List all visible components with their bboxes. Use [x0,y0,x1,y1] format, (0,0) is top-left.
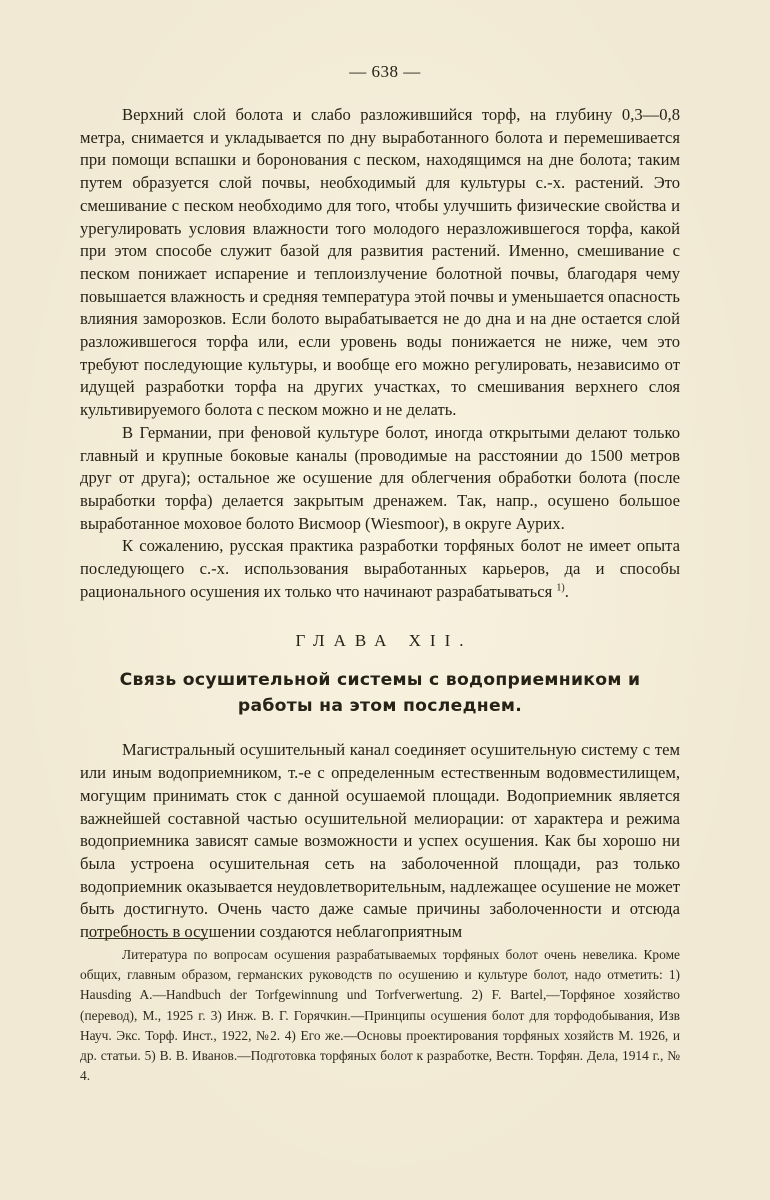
page-number: — 638 — [349,62,421,81]
chapter-paragraph: Магистральный осушительный канал соединяет осушительную систему с тем или иным водоприемником, т.-е с определенным естественным водовместилищем, могущим принимать сток с данной осушаемой площади. Водоприемник является важнейшей составной частью осушительной мелиорации: от характера и режима водоприемника зависят самые возможности и успех осушения. Как бы хорошо ни была устроена осушительная сеть на заболоченной площади, раз только водоприемник оказывается неудовлетворительным, надлежащее осушение не может быть достигнуто. Очень часто даже самые причины заболоченности и отсюда потребность в осушении создаются неблагоприятным [80,740,680,942]
main-text [80,104,680,944]
footnote-reference: 1) [556,582,565,594]
footnote-divider [88,938,208,939]
paragraph-3-text: К сожалению, русская практика разработки торфяных болот не имеет опыта последующего с.-х. использования выработанных карьеров, да и способы рационального осушения их только что начинают разрабатываться [80,536,680,601]
paragraph-2: В Германии, при феновой культуре болот, иногда открытыми делают только главный и крупные боковые каналы (проводимые на расстоянии до 1500 метров друг от друга); остальное же осушение для облегчения обработки болота (после выработки торфа) делается закрытым дренажем. Так, напр., осушено большое выработанное моховое болото Висмоор (Wiesmoor), в округе Аурих. [80,422,680,533]
chapter-label: ГЛАВА XII. [295,631,473,651]
chapter-title: Связь осушительной системы с водоприемником и работы на этом последнем. [119,670,641,717]
footnote: Литература по вопросам осушения разрабатываемых торфяных болот очень невелика. Кроме общих, главным образом, германских руководств по осушению и культуре болот, надо отметить: 1) Hausding A.—Handbuch der Torfgewinnung und Torfverwertung. 2) F. Bartel,—Торфяное хозяйство (перевод), М., 1925 г. 3) Инж. В. Г. Горячкин.—Принципы осушения болот для торфодобывания, Изв Науч. Экс. Торф. Инст., 1922, №2. 4) Его же.—Основы проектирования торфяных хозяйств М. 1926, и др. статьи. 5) В. В. Иванов.—Подготовка торфяных болот к разработке, Вестн. Торфян. Дела, 1914 г., № 4. [80,947,680,1084]
paragraph-1: Верхний слой болота и слабо разложившийся торф, на глубину 0,3—0,8 метра, снимается и укладывается по дну выработанного болота и перемешивается при помощи вспашки и боронования с песком, находящимся на дне болота; таким путем образуется слой почвы, необходимый для культуры с.-х. растений. Это смешивание с песком необходимо для того, чтобы улучшить физические свойства и урегулировать условия влажности того молодого неразложившегося торфа, какой при этом способе служит базой для развития растений. Именно, смешивание с песком понижает испарение и теплоизлучение болотной почвы, благодаря чему повышается влажность и средняя температура этой почвы и уменьшается опасность влияния заморозков. Если болото вырабатывается не до дна и на дне остается слой разложившегося торфа или, если уровень воды понижается не ниже, чем это требуют последующие культуры, и вообще его можно регулировать, независимо от идущей разработки торфа на других участках, то смешивания верхнего слоя культивируемого болота с песком можно и не делать. [80,105,680,420]
paragraph-3: К сожалению, русская практика разработки торфяных болот не имеет опыта последующего с.-х. использования выработанных карьеров, да и способы рационального осушения их только что начинают разрабатываться $^{1)}$. [80,536,680,601]
